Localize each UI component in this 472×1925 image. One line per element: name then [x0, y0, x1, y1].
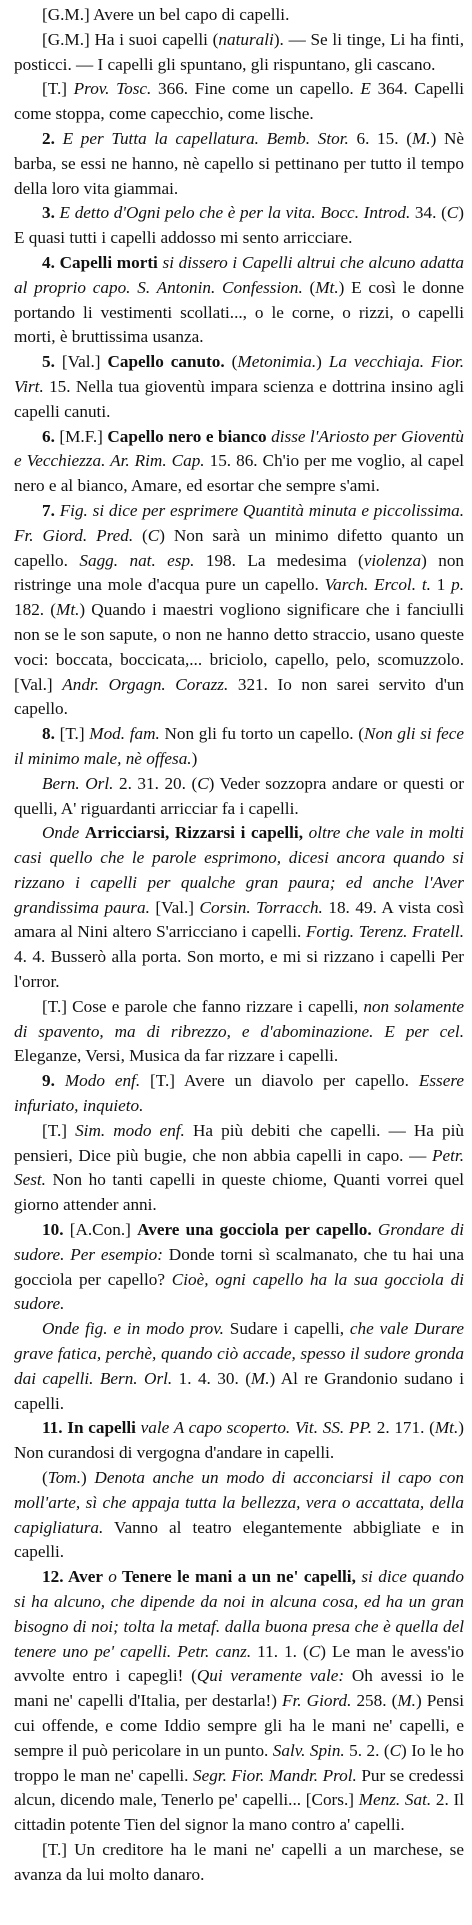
text-run: Fortig. Terenz. Fratell.: [305, 922, 464, 942]
text-run: [M.F.]: [59, 426, 108, 446]
text-run: ). — Se li tinge, Li ha finti, posticci. — I capelli gli spuntano, gli rispuntano, gli cascano.: [14, 29, 465, 74]
text-run: 6. 15. (: [348, 128, 412, 148]
text-run: oltre che vale in molti casi quello che le parole esprimono, dicesi ancora quando si rizzano i capelli per qualche gran paura; ed anche l'Aver grandissima paura.: [14, 823, 464, 917]
text-run: M.: [411, 128, 431, 148]
text-run: [T.]: [59, 724, 90, 744]
text-run: ): [316, 352, 329, 372]
entry-paragraph: [14, 1317, 464, 1416]
text-run: 11. 1. (: [251, 1641, 309, 1661]
text-run: Tom.: [47, 1468, 82, 1488]
entry-paragraph: [14, 1838, 464, 1888]
dictionary-entry-column: [14, 3, 464, 1888]
text-run: Mt.: [434, 1418, 459, 1438]
entry-paragraph: [14, 1416, 464, 1466]
text-run: ) Al re Grandonio sudano i capelli.: [14, 1368, 464, 1413]
entry-paragraph: [14, 127, 464, 201]
text-run: Metonimia.: [237, 352, 317, 372]
text-run: ) Veder sozzopra andare or questi or quelli, A' riguardanti arricciar fa i capelli.: [14, 773, 464, 818]
text-run: ) E quasi tutti i capelli addosso mi sento arricciare.: [14, 203, 464, 248]
text-run: 8.: [42, 724, 60, 744]
text-run: 7.: [42, 500, 60, 520]
text-run: Grondare di sudore. Per esempio:: [14, 1220, 465, 1264]
text-run: Sim. modo enf.: [75, 1120, 185, 1140]
text-run: Mt.: [56, 600, 80, 620]
text-run: 5.: [42, 352, 62, 372]
entry-paragraph: [14, 499, 464, 722]
text-run: (: [302, 277, 316, 297]
entry-paragraph: [14, 251, 464, 350]
text-run: Avere una gocciola per capello.: [137, 1220, 372, 1240]
text-run: Cioè, ogni capello ha la sua gocciola di sudore.: [14, 1269, 465, 1314]
text-run: C: [197, 773, 209, 793]
text-run: ) Io le ho troppo le man ne' capelli.: [14, 1740, 464, 1785]
text-run: ) Pensi cui offende, e come Iddio sempre gli ha le mani ne' capelli, e sempre il può pericolare in un punto.: [14, 1691, 464, 1760]
text-run: Denota anche un modo di acconciarsi il capo con moll'arte, sì che appaja tutta la bellezza, vera o accattata, della capigliatura.: [14, 1468, 464, 1537]
text-run: 4. 4. Busserò alla porta. Son morto, e mi si rizzano i capelli Per l'orror.: [14, 947, 464, 992]
text-run: naturali: [218, 29, 274, 49]
entry-paragraph: [14, 201, 464, 251]
entry-paragraph: [14, 772, 464, 822]
text-run: [Val.]: [61, 352, 108, 372]
text-run: ): [81, 1468, 95, 1488]
text-run: La vecchiaja. Fior. Virt.: [14, 352, 464, 396]
text-run: si dissero i Capelli altrui che alcuno adatta al proprio capo. S. Antonin. Confession.: [14, 252, 464, 297]
text-run: Sudare i capelli,: [223, 1319, 350, 1339]
text-run: 321. Io non sarei servito d'un capello.: [14, 674, 465, 719]
text-run: 11. In capelli: [42, 1418, 141, 1438]
text-run: 2.: [42, 128, 63, 148]
text-run: 10.: [42, 1220, 70, 1240]
text-run: Vanno al teatro elegantemente abbigliate e in capelli.: [14, 1517, 464, 1562]
text-run: E: [360, 79, 371, 99]
text-run: Eleganze, Versi, Musica da far rizzare i capelli.: [14, 1046, 339, 1066]
text-run: 258. (: [351, 1691, 398, 1711]
text-run: Mod. fam.: [89, 724, 160, 744]
text-run: Onde: [42, 823, 85, 843]
text-run: Non gli fu torto un capello. (: [159, 724, 365, 744]
text-run: E per Tutta la capellatura. Bemb. Stor.: [62, 128, 349, 148]
text-run: si dice quando si ha alcuno, che dipende da noi in alcuna cosa, ed ha un gran bisogno di noi; tolta la metaf. dalla buona presa che è quella del tenere uno pe' capelli. Petr. canz.: [14, 1567, 464, 1661]
text-run: ) Non curandosi di vergogna d'andare in capelli.: [14, 1418, 464, 1463]
text-run: Menz. Sat.: [358, 1790, 432, 1810]
text-run: 4. Capelli morti: [42, 252, 163, 272]
text-run: Andr. Orgagn. Corazz.: [62, 674, 229, 694]
text-run: ) E così le donne portando li vestimenti scollati..., o le corne, o rizzi, o capelli morti, è bruttissima usanza.: [14, 277, 464, 347]
text-run: Corsin. Torracch.: [199, 897, 323, 917]
text-run: 5. 2. (: [344, 1740, 390, 1760]
text-run: 2. 171. (: [372, 1418, 435, 1438]
text-run: Arricciarsi, Rizzarsi i capelli,: [84, 823, 304, 843]
text-run: [Val.]: [149, 897, 200, 917]
text-run: 198. La medesima (: [194, 550, 364, 570]
text-run: C: [389, 1740, 402, 1760]
text-run: Varch. Ercol. t.: [324, 575, 431, 595]
text-run: M.: [397, 1691, 416, 1711]
text-run: 364. Capelli come stoppa, come capecchio, come lische.: [14, 79, 464, 124]
text-run: 15. 86. Ch'io per me voglio, al capel nero e al bianco, Amare, ed esortar che sempre s'ami.: [14, 451, 464, 496]
entry-paragraph: [14, 995, 464, 1069]
text-run: C: [308, 1641, 321, 1661]
text-run: ) non ristringe una mole d'acqua pure un capello.: [14, 550, 465, 595]
entry-paragraph: [14, 1466, 464, 1565]
text-run: Fig. si dice per esprimere Quantità minuta e piccolissima. Fr. Giord. Pred.: [14, 500, 464, 545]
text-run: [G.M.] Ha i suoi capelli (: [42, 29, 219, 49]
text-run: 2. 31. 20. (: [113, 773, 198, 793]
text-run: Capello nero e bianco: [107, 426, 267, 446]
text-run: disse l'Ariosto per Gioventù e Vecchiezza. Ar. Rim. Cap.: [14, 426, 464, 471]
entry-paragraph: [14, 821, 464, 995]
text-run: ) Quando i maestri vogliono significare che i fanciulli non se le son sapute, o non ne hanno detto straccio, usano queste voci: boccata, boccicata,... briciolo, capello, pelo, scomuzzolo. [Val.]: [14, 600, 464, 694]
text-run: Tenere le mani a un ne' capelli,: [116, 1567, 356, 1587]
text-run: Oh avessi io le mani ne' capelli d'Italia, per destarla!): [14, 1666, 464, 1711]
text-run: Onde fig. e in modo prov.: [42, 1319, 224, 1339]
text-run: ) Le man le avess'io avvolte entro i capegli! (: [14, 1641, 464, 1686]
text-run: 3.: [42, 203, 60, 223]
text-run: Bern. Orl.: [42, 773, 114, 793]
text-run: Petr. Sest.: [14, 1145, 464, 1190]
text-run: violenza: [363, 550, 422, 570]
entry-paragraph: [14, 1069, 464, 1119]
text-run: [T.]: [42, 79, 74, 99]
text-run: Salv. Spin.: [272, 1740, 345, 1760]
text-run: Prov. Tosc.: [73, 79, 152, 99]
text-run: non solamente di spavento, ma di ribrezzo, e d'abominazione. E per cel.: [14, 996, 464, 1041]
text-run: Fr. Giord.: [282, 1691, 352, 1711]
entry-paragraph: [14, 1119, 464, 1218]
text-run: [T.]: [42, 1120, 76, 1140]
text-run: Segr. Fior. Mandr. Prol.: [192, 1765, 357, 1785]
text-run: ) Nè barba, se essi ne hanno, nè capello si pettinano per tutto il tempo della loro vita giammai.: [14, 128, 465, 198]
text-run: C: [147, 525, 160, 545]
text-run: 15. Nella tua gioventù impara scienza e dottrina insino agli capelli canuti.: [14, 376, 464, 421]
text-run: [G.M.] Avere un bel capo di capelli.: [42, 5, 290, 24]
text-run: Capello canuto.: [107, 352, 225, 372]
text-run: (: [224, 352, 238, 372]
text-run: Sagg. nat. esp.: [79, 550, 195, 570]
entry-paragraph: [14, 722, 464, 772]
text-run: [T.] Cose e parole che fanno rizzare i capelli,: [42, 996, 364, 1016]
text-run: 182. (: [14, 600, 56, 620]
text-run: 34. (: [410, 203, 447, 223]
text-run: Qui veramente vale:: [196, 1666, 345, 1686]
text-run: 18. 49. A vista così amara al Nini altero S'arricciano i capelli.: [14, 897, 465, 942]
text-run: p.: [451, 575, 465, 595]
text-run: 1: [430, 575, 452, 595]
text-run: 6.: [42, 426, 60, 446]
text-run: [T.] Avere un diavolo per capello.: [140, 1071, 419, 1091]
text-run: vale A capo scoperto. Vit. SS. PP.: [140, 1418, 373, 1438]
text-run: 12. Aver: [42, 1567, 109, 1587]
text-run: 1. 4. 30. (: [172, 1368, 251, 1388]
text-run: Pur se credessi alcun, dicendo male, Tenerlo pe' capelli... [Cors.]: [14, 1765, 464, 1810]
text-run: C: [446, 203, 459, 223]
text-run: Non ho tanti capelli in queste chiome, Quanti vorrei quel giorno attender anni.: [14, 1170, 464, 1215]
text-run: Ha più debiti che capelli. — Ha più pensieri, Dice più bugie, che non abbia capelli in capo. —: [14, 1120, 464, 1165]
text-run: ): [191, 748, 198, 768]
text-run: Essere infuriato, inquieto.: [14, 1071, 465, 1116]
entry-paragraph: [14, 350, 464, 424]
text-run: o: [108, 1567, 117, 1587]
text-run: (: [133, 525, 148, 545]
text-run: che vale Durare grave fatica, perchè, quando ciò accade, spesso il sudore gronda dai capelli. Bern. Orl.: [14, 1319, 465, 1388]
text-run: E detto d'Ogni pelo che è per la vita. Bocc. Introd.: [59, 203, 411, 223]
text-run: [A.Con.]: [69, 1220, 138, 1240]
text-run: Mt.: [315, 277, 339, 297]
entry-paragraph: [14, 3, 464, 28]
entry-paragraph: [14, 1565, 464, 1838]
entry-paragraph: [14, 77, 464, 127]
text-run: 366. Fine come un capello.: [151, 79, 361, 99]
text-run: ) Non sarà un minimo difetto quanto un capello.: [14, 525, 464, 570]
text-run: Non gli si fece il minimo male, nè offesa.: [14, 724, 465, 768]
text-run: Donde torni sì scalmanato, che tu hai una gocciola per capello?: [14, 1244, 464, 1289]
text-run: 9.: [42, 1071, 65, 1091]
text-run: M.: [250, 1368, 270, 1388]
text-run: (: [42, 1468, 48, 1488]
text-run: [T.] Un creditore ha le mani ne' capelli a un marchese, se avanza da lui molto danaro.: [14, 1839, 464, 1884]
entry-paragraph: [14, 28, 464, 78]
text-run: 2. Il cittadin potente Tien del signor la mano contro a' capelli.: [14, 1790, 464, 1835]
text-run: Modo enf.: [64, 1071, 141, 1091]
entry-paragraph: [14, 1218, 464, 1317]
entry-paragraph: [14, 425, 464, 499]
